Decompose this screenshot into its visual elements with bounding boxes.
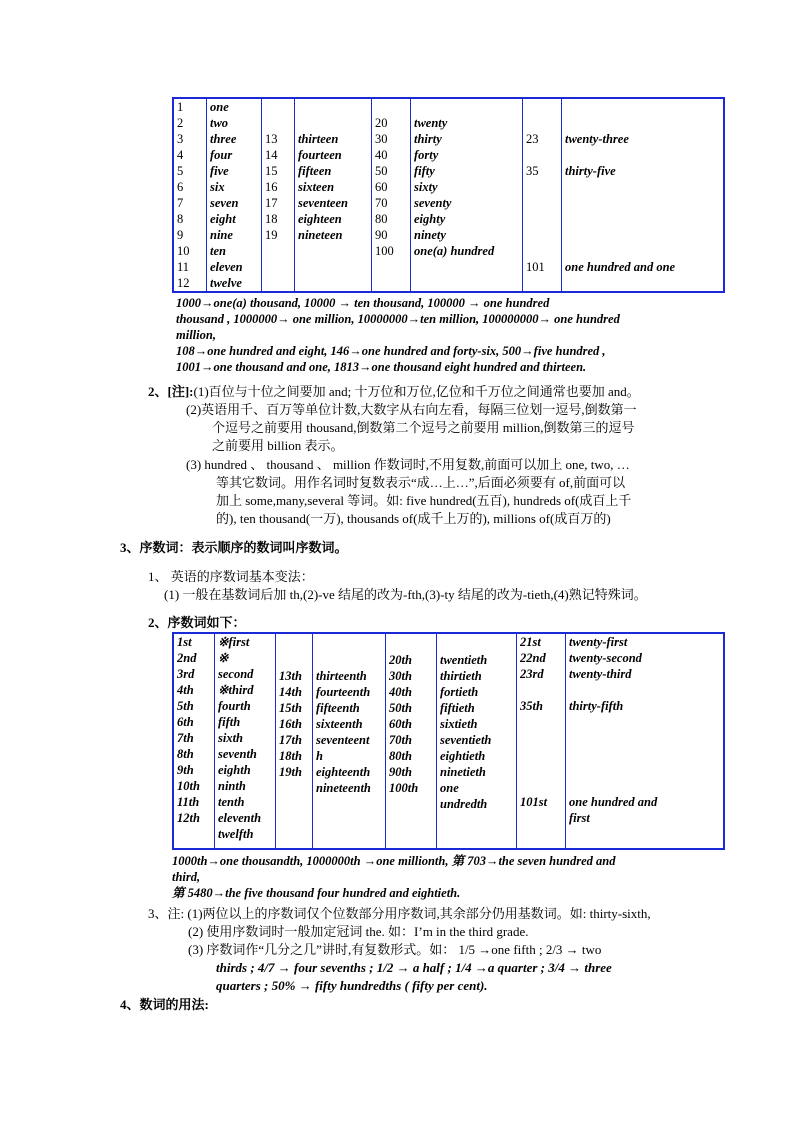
cardinal-note-line: thousand , 1000000→ one million, 10000000→ten million, 100000000→ one hundred — [176, 312, 620, 326]
ordinal-number: 17th — [279, 733, 302, 747]
ordinal-word: fifteenth — [316, 701, 360, 715]
cardinal-number: 3 — [177, 132, 184, 146]
cardinal-number: 1 — [177, 100, 184, 114]
cardinal-word: two — [210, 116, 229, 130]
ordinal-word: twelfth — [218, 827, 254, 841]
cardinal-number: 15 — [265, 164, 278, 178]
cardinal-number: 8 — [177, 212, 184, 226]
ordinal-number: 80th — [389, 749, 412, 763]
cardinal-note-line: 1000→one(a) thousand, 10000 → ten thousand, 100000 → one hundred — [176, 296, 550, 310]
cardinal-word: eighty — [414, 212, 446, 226]
cardinal-number: 60 — [375, 180, 388, 194]
cardinal-number: 50 — [375, 164, 388, 178]
cardinal-word: one — [210, 100, 229, 114]
ordinal-col1-nums — [173, 633, 215, 849]
cardinal-number: 35 — [526, 164, 539, 178]
ordinal-number: 22nd — [520, 651, 546, 665]
cardinal-number: 30 — [375, 132, 388, 146]
note3-line3: (3) 序数词作“几分之几”讲时,有复数形式。如： 1/5 →one fifth ; 2/3 → two — [188, 942, 602, 957]
ordinal-number: 14th — [279, 685, 302, 699]
cardinal-word: seven — [210, 196, 239, 210]
ordinal-col1-words — [215, 633, 276, 849]
ordinal-note-line: 第 5480→the five thousand four hundred and eightieth. — [172, 886, 461, 900]
note3-line1: 3、注: (1)两位以上的序数词仅个位数部分用序数词,其余部分仍用基数词。如: thirty-sixth, — [148, 906, 651, 921]
cardinal-number: 10 — [177, 244, 190, 258]
ordinal-number: 35th — [520, 699, 543, 713]
ordinal-col4-nums — [517, 633, 566, 849]
note3-line2: (2) 使用序数词时一般加定冠词 the. 如：I’m in the third grade. — [188, 924, 529, 939]
ordinal-word: twenty-third — [569, 667, 632, 681]
cardinal-number: 7 — [177, 196, 184, 210]
cardinal-number: 17 — [265, 196, 278, 210]
ordinal-word: ※third — [218, 683, 254, 697]
ordinal-col3-nums — [386, 633, 437, 849]
cardinal-word: fourteen — [298, 148, 342, 162]
note2-line2a: (2)英语用千、百万等单位计数,大数字从右向左看，每隔三位划一逗号,倒数第一 — [186, 402, 637, 417]
ordinal-word: eleventh — [218, 811, 262, 825]
ordinal-number: 23rd — [520, 667, 544, 681]
ordinal-word: ※first — [218, 635, 250, 649]
cardinal-number: 20 — [375, 116, 388, 130]
cardinal-number: 18 — [265, 212, 278, 226]
cardinal-word: thirteen — [298, 132, 339, 146]
cardinal-number: 90 — [375, 228, 388, 242]
cardinal-number: 101 — [526, 260, 545, 274]
cardinal-word: thirty-five — [565, 164, 616, 178]
ordinal-word: first — [569, 811, 590, 825]
cardinal-number: 6 — [177, 180, 184, 194]
ordinal-word: fortieth — [440, 685, 479, 699]
cardinal-col2-nums — [262, 98, 295, 292]
cardinal-word: eleven — [210, 260, 243, 274]
ordinal-number: 10th — [177, 779, 200, 793]
cardinal-word: ninety — [414, 228, 446, 242]
ordinal-word: one — [440, 781, 459, 795]
cardinal-word: three — [210, 132, 237, 146]
cardinal-number: 19 — [265, 228, 278, 242]
note3-line4: thirds ; 4/7 → four sevenths ; 1/2 → a half ; 1/4 →a quarter ; 3/4 → three — [216, 960, 612, 975]
cardinal-number: 100 — [375, 244, 394, 258]
ordinal-word: fiftieth — [440, 701, 475, 715]
cardinal-number: 9 — [177, 228, 184, 242]
ordinal-number: 70th — [389, 733, 412, 747]
cardinal-word: sixteen — [298, 180, 335, 194]
cardinal-number: 23 — [526, 132, 539, 146]
ordinal-number: 11th — [177, 795, 200, 809]
cardinal-col4-nums — [523, 98, 562, 292]
ordinal-word: h — [316, 749, 323, 763]
cardinal-note-line: million, — [176, 328, 216, 342]
section3-rule: (1) 一般在基数词后加 th,(2)-ve 结尾的改为-fth,(3)-ty 结尾的改为-tieth,(4)熟记特殊词。 — [164, 587, 647, 602]
ordinal-word: sixth — [218, 731, 244, 745]
cardinal-number: 80 — [375, 212, 388, 226]
ordinal-word: ※ — [218, 651, 229, 665]
cardinal-number: 5 — [177, 164, 184, 178]
cardinal-word: eighteen — [298, 212, 342, 226]
ordinal-word: tenth — [218, 795, 245, 809]
ordinal-number: 60th — [389, 717, 412, 731]
ordinal-word: thirtieth — [440, 669, 482, 683]
cardinal-word: six — [210, 180, 225, 194]
ordinal-notes — [172, 853, 692, 901]
ordinal-word: eighth — [218, 763, 251, 777]
cardinal-word: ten — [210, 244, 226, 258]
ordinal-number: 4th — [177, 683, 194, 697]
cardinal-col2-words — [295, 98, 372, 292]
ordinal-number: 6th — [177, 715, 194, 729]
ordinal-number: 13th — [279, 669, 302, 683]
cardinal-number: 13 — [265, 132, 278, 146]
cardinal-table — [172, 97, 725, 293]
ordinal-word: twentieth — [440, 653, 488, 667]
note2-line3d: 的), ten thousand(一万), thousands of(成千上万的), millions of(成百万的) — [216, 511, 611, 526]
ordinal-col4-words — [566, 633, 725, 849]
ordinal-word: one hundred and — [569, 795, 658, 809]
note2-line3b: 等其它数词。用作名词时复数表示“成…上…”,后面必须要有 of,前面可以 — [216, 475, 626, 490]
ordinal-word: fourth — [218, 699, 251, 713]
ordinal-number: 19th — [279, 765, 302, 779]
cardinal-number: 11 — [177, 260, 190, 274]
cardinal-word: five — [210, 164, 229, 178]
ordinal-col2-words — [313, 633, 386, 849]
cardinal-number: 2 — [177, 116, 184, 130]
ordinal-word: thirty-fifth — [569, 699, 624, 713]
cardinal-number: 70 — [375, 196, 388, 210]
note2-line2b: 个逗号之前要用 thousand,倒数第二个逗号之前要用 million,倒数第三的逗号 — [212, 420, 635, 435]
cardinal-note-line: 1001→one thousand and one, 1813→one thousand eight hundred and thirteen. — [176, 360, 587, 374]
ordinal-number: 1st — [177, 635, 192, 649]
ordinal-word: fifth — [218, 715, 241, 729]
cardinal-col3-nums — [372, 98, 411, 292]
ordinal-word: sixtieth — [440, 717, 478, 731]
cardinal-word: sixty — [414, 180, 438, 194]
cardinal-word: eight — [210, 212, 236, 226]
ordinal-number: 21st — [520, 635, 541, 649]
section3-sub2: 2、序数词如下： — [148, 615, 246, 630]
note3-line5: quarters ; 50% → fifty hundredths ( fifty per cent). — [216, 978, 488, 993]
ordinal-word: eightieth — [440, 749, 486, 763]
ordinal-number: 2nd — [177, 651, 197, 665]
ordinal-word: twenty-second — [569, 651, 642, 665]
ordinal-number: 30th — [389, 669, 412, 683]
note2-label: 2、[注]: — [148, 384, 194, 399]
ordinal-number: 8th — [177, 747, 194, 761]
ordinal-number: 15th — [279, 701, 302, 715]
cardinal-word: seventy — [414, 196, 452, 210]
cardinal-word: nine — [210, 228, 233, 242]
cardinal-number: 12 — [177, 276, 190, 290]
ordinal-number: 5th — [177, 699, 194, 713]
ordinal-col3-words — [437, 633, 517, 849]
ordinal-word: seventieth — [440, 733, 492, 747]
ordinal-col2-nums — [276, 633, 313, 849]
ordinal-word: ninetieth — [440, 765, 486, 779]
ordinal-note-line: 1000th→one thousandth, 1000000th →one millionth, 第 703→the seven hundred and — [172, 854, 616, 868]
ordinal-number: 40th — [389, 685, 412, 699]
note2-line1 — [148, 383, 640, 401]
ordinal-word: fourteenth — [316, 685, 371, 699]
cardinal-word: seventeen — [298, 196, 348, 210]
ordinal-number: 9th — [177, 763, 194, 777]
cardinal-word: fifty — [414, 164, 435, 178]
ordinal-word: sixteenth — [316, 717, 363, 731]
cardinal-word: fifteen — [298, 164, 332, 178]
ordinal-number: 18th — [279, 749, 302, 763]
ordinal-number: 3rd — [177, 667, 195, 681]
note2-text: (1)百位与十位之间要加 and; 十万位和万位,亿位和千万位之间通常也要加 and。 — [193, 384, 640, 399]
ordinal-number: 7th — [177, 731, 194, 745]
ordinal-number: 20th — [389, 653, 412, 667]
ordinal-table — [172, 632, 725, 850]
cardinal-note-line: 108→one hundred and eight, 146→one hundred and forty-six, 500→five hundred , — [176, 344, 606, 358]
ordinal-number: 16th — [279, 717, 302, 731]
note2-line3c: 加上 some,many,several 等词。如: five hundred(五百), hundreds of(成百上千 — [216, 493, 632, 508]
ordinal-number: 101st — [520, 795, 548, 809]
cardinal-word: thirty — [414, 132, 442, 146]
cardinal-word: nineteen — [298, 228, 343, 242]
section4-heading: 4、数词的用法: — [120, 997, 209, 1012]
cardinal-col1-nums — [173, 98, 207, 292]
ordinal-note-line: third, — [172, 870, 201, 884]
cardinal-number: 14 — [265, 148, 278, 162]
cardinal-word: four — [210, 148, 233, 162]
ordinal-word: ninth — [218, 779, 246, 793]
note2-line3a: (3) hundred 、 thousand 、 million 作数词时,不用复数,前面可以加上 one, two, … — [186, 457, 630, 472]
ordinal-word: undredth — [440, 797, 488, 811]
ordinal-number: 100th — [389, 781, 419, 795]
ordinal-word: thirteenth — [316, 669, 367, 683]
cardinal-word: forty — [414, 148, 439, 162]
cardinal-number: 40 — [375, 148, 388, 162]
ordinal-word: seventeent — [316, 733, 370, 747]
cardinal-col1-words — [207, 98, 262, 292]
ordinal-word: seventh — [218, 747, 257, 761]
ordinal-number: 50th — [389, 701, 412, 715]
cardinal-col3-words — [411, 98, 523, 292]
ordinal-word: second — [218, 667, 254, 681]
cardinal-word: one(a) hundred — [414, 244, 495, 258]
note2-line2c: 之前要用 billion 表示。 — [212, 438, 344, 453]
section3-sub1: 1、 英语的序数词基本变法： — [148, 569, 314, 584]
ordinal-word: twenty-first — [569, 635, 628, 649]
cardinal-number: 4 — [177, 148, 184, 162]
cardinal-number: 16 — [265, 180, 278, 194]
ordinal-number: 12th — [177, 811, 200, 825]
ordinal-number: 90th — [389, 765, 412, 779]
ordinal-word: eighteenth — [316, 765, 371, 779]
section3-heading: 3、序数词：表示顺序的数词叫序数词。 — [120, 540, 348, 555]
cardinal-word: twenty-three — [565, 132, 629, 146]
cardinal-word: twelve — [210, 276, 242, 290]
cardinal-notes — [176, 295, 676, 375]
cardinal-word: one hundred and one — [565, 260, 676, 274]
ordinal-word: nineteenth — [316, 781, 371, 795]
cardinal-word: twenty — [414, 116, 448, 130]
cardinal-col4-words — [562, 98, 725, 292]
